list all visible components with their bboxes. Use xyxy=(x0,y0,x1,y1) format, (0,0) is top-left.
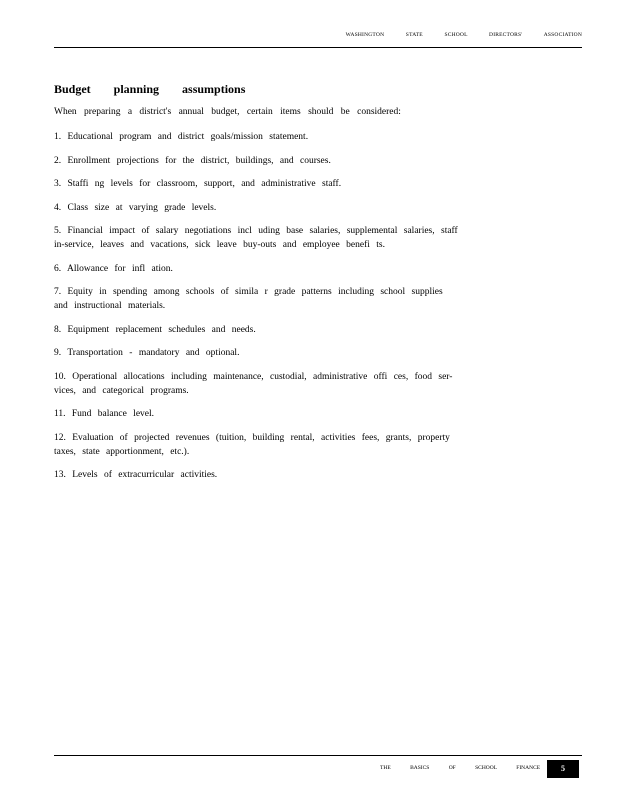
header-rule xyxy=(54,47,582,48)
list-item: 8. Equipment replacement schedules and needs. xyxy=(54,324,256,335)
running-footer: THE BASICS OF SCHOOL FINANCE xyxy=(380,765,541,771)
list-item: 2. Enrollment projections for the district, buildings, and courses. xyxy=(54,155,331,166)
list-item: 5. Financial impact of salary negotiations incl uding base salaries, supplemental salaries, staff in-service, leaves and vacations, sick leave buy-outs and employee benefi ts. xyxy=(54,226,458,250)
list-item: 11. Fund balance level. xyxy=(54,409,155,419)
list-item: 1. Educational program and district goals/mission statement. xyxy=(54,132,309,142)
list-item: 9. Transportation - mandatory and optional. xyxy=(54,348,240,358)
intro-paragraph: When preparing a district's annual budget, certain items should be considered: xyxy=(54,107,401,117)
list-item: 13. Levels of extracurricular activities. xyxy=(54,470,218,480)
running-header: WASHINGTON STATE SCHOOL DIRECTORS' ASSOCIATION xyxy=(345,32,582,38)
list-item: 12. Evaluation of projected revenues (tuition, building rental, activities fees, grants, property taxes, state apportionment, etc.). xyxy=(54,432,450,457)
section-title: Budget planning assumptions xyxy=(54,82,246,96)
assumptions-list xyxy=(54,130,462,492)
footer-rule xyxy=(54,755,582,756)
list-item: 3. Staffi ng levels for classroom, support, and administrative staff. xyxy=(54,179,342,189)
list-item: 7. Equity in spending among schools of simila r grade patterns including school supplies and instructional materials. xyxy=(54,287,443,311)
list-item: 4. Class size at varying grade levels. xyxy=(54,202,217,213)
list-item: 10. Operational allocations including maintenance, custodial, administrative offi ces, food ser- vices, and categorical programs. xyxy=(54,371,453,396)
list-item: 6. Allowance for infl ation. xyxy=(54,263,173,274)
page-number: 5 xyxy=(547,760,579,778)
